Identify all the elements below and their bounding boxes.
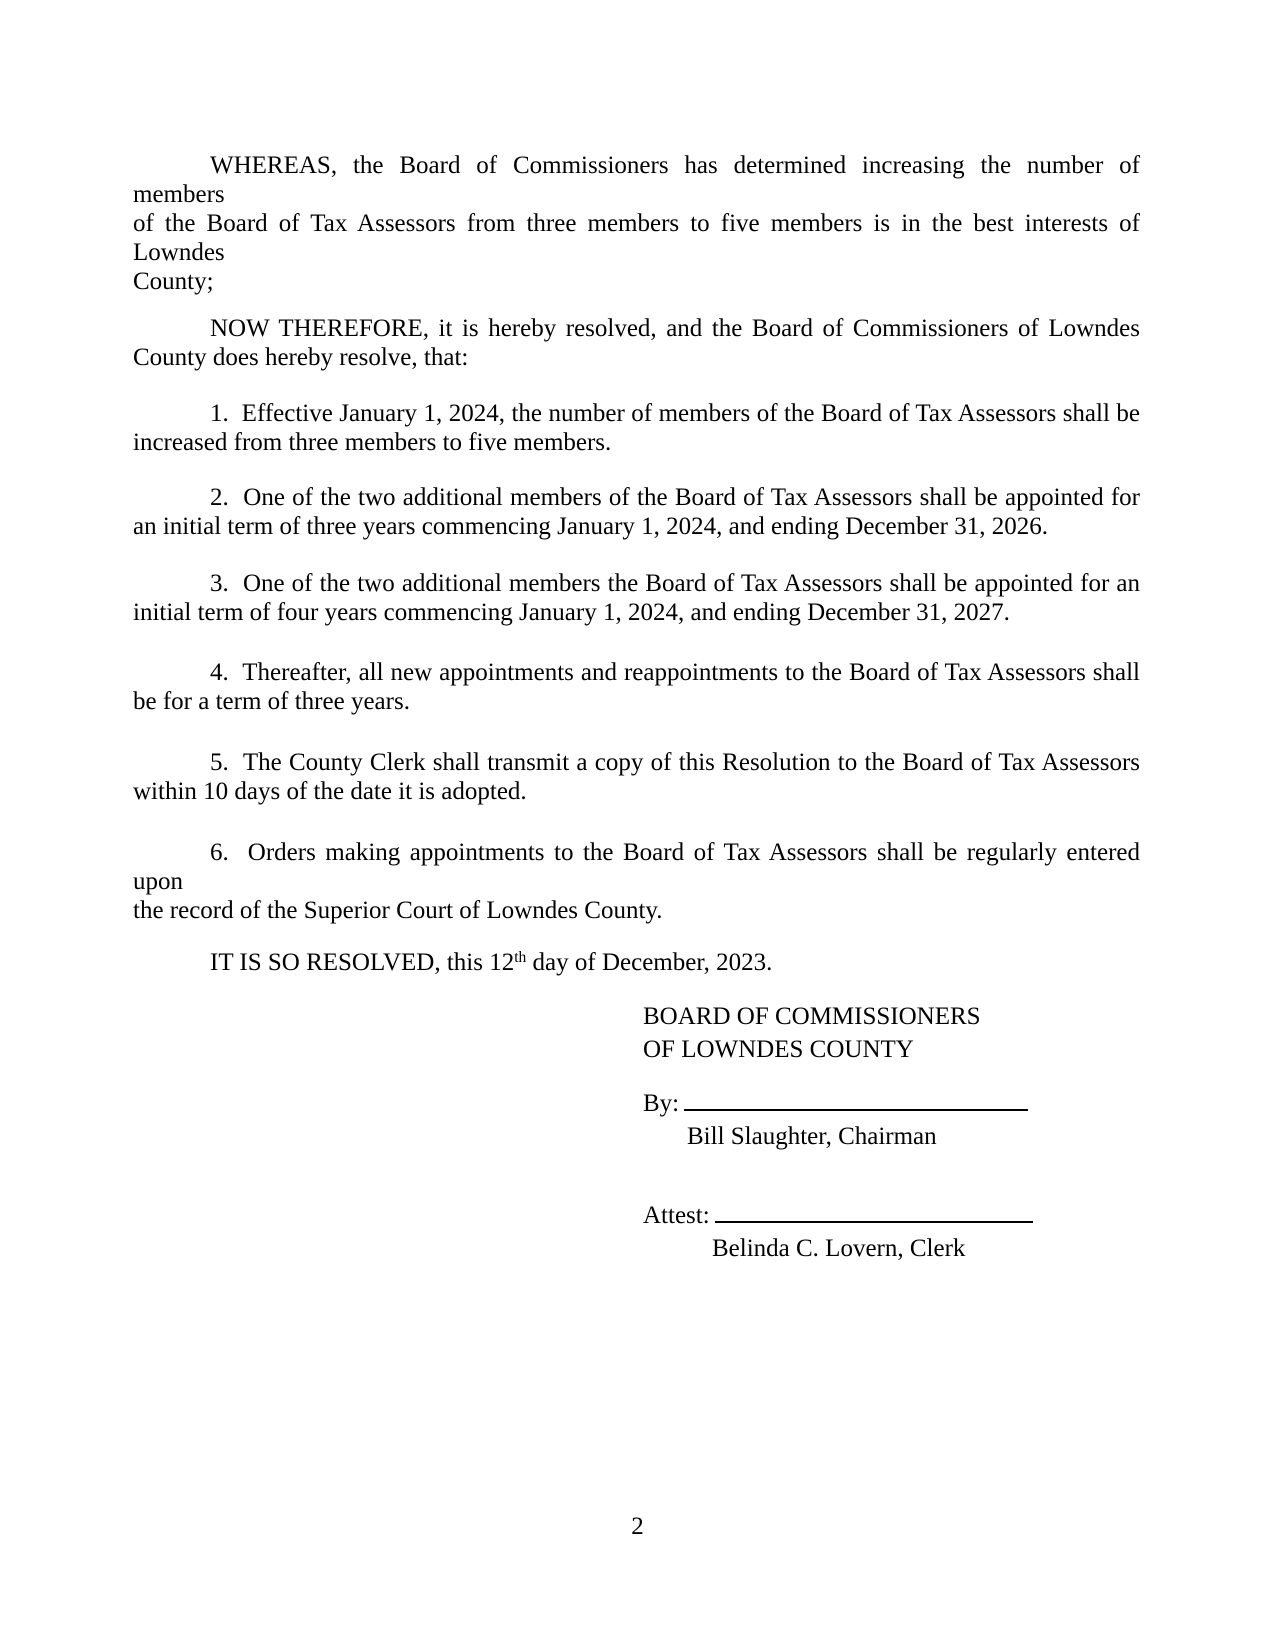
resolved-text-suffix: day of December, 2023. (526, 949, 773, 976)
resolution-item-4 (133, 658, 1140, 716)
text-line: NOW THEREFORE, it is hereby resolved, and the Board of Commissioners of Lowndes (210, 315, 1140, 342)
paragraph-it-is-so-resolved (133, 943, 1140, 977)
paragraph-now-therefore (133, 314, 1140, 372)
text-line: be for a term of three years. (133, 688, 410, 715)
org-name-line-1: BOARD OF COMMISSIONERS (643, 1003, 981, 1030)
resolution-item-2 (133, 483, 1140, 541)
org-name-line-2: OF LOWNDES COUNTY (643, 1036, 914, 1063)
resolution-item-5 (133, 748, 1140, 806)
text-line: within 10 days of the date it is adopted. (133, 778, 527, 805)
document-body (133, 151, 1140, 1265)
text-line: initial term of four years commencing January 1, 2024, and ending December 31, 2027. (133, 599, 1010, 626)
clerk-signature-line (715, 1201, 1033, 1223)
text-line: increased from three members to five members. (133, 429, 612, 456)
by-signature-row (643, 1087, 1140, 1120)
clerk-name: Belinda C. Lovern, Clerk (712, 1235, 966, 1262)
chairman-signature-line (684, 1089, 1028, 1111)
page-number: 2 (631, 1513, 644, 1540)
text-line: County; (133, 268, 214, 295)
attest-signature-row (643, 1199, 1140, 1232)
by-label: By: (643, 1090, 680, 1117)
ordinal-superscript: th (514, 949, 527, 966)
text-line: 5. The County Clerk shall transmit a copy of this Resolution to the Board of Tax Assessors (210, 749, 1140, 776)
attest-label: Attest: (643, 1202, 710, 1229)
text-line: the record of the Superior Court of Lowndes County. (133, 897, 663, 924)
paragraph-whereas (133, 151, 1140, 296)
text-line: of the Board of Tax Assessors from three members to five members is in the best interests of Lowndes (133, 210, 1140, 266)
text-line: County does hereby resolve, that: (133, 344, 469, 371)
resolution-item-1 (133, 399, 1140, 457)
resolved-text: IT IS SO RESOLVED, this 12 (210, 949, 515, 976)
text-line: 4. Thereafter, all new appointments and reappointments to the Board of Tax Assessors shall (210, 659, 1140, 686)
text-line: WHEREAS, the Board of Commissioners has determined increasing the number of members (133, 152, 1140, 208)
text-line: 1. Effective January 1, 2024, the number of members of the Board of Tax Assessors shall be (210, 400, 1140, 427)
text-line: 6. Orders making appointments to the Board of Tax Assessors shall be regularly entered upon (133, 839, 1140, 895)
resolution-item-6 (133, 838, 1140, 925)
text-line: an initial term of three years commencing January 1, 2024, and ending December 31, 2026. (133, 513, 1048, 540)
signature-block (643, 1000, 1140, 1265)
text-line: 3. One of the two additional members the Board of Tax Assessors shall be appointed for an (210, 570, 1140, 597)
text-line: 2. One of the two additional members of the Board of Tax Assessors shall be appointed for (210, 484, 1140, 511)
chairman-name: Bill Slaughter, Chairman (687, 1123, 937, 1150)
resolution-item-3 (133, 569, 1140, 627)
